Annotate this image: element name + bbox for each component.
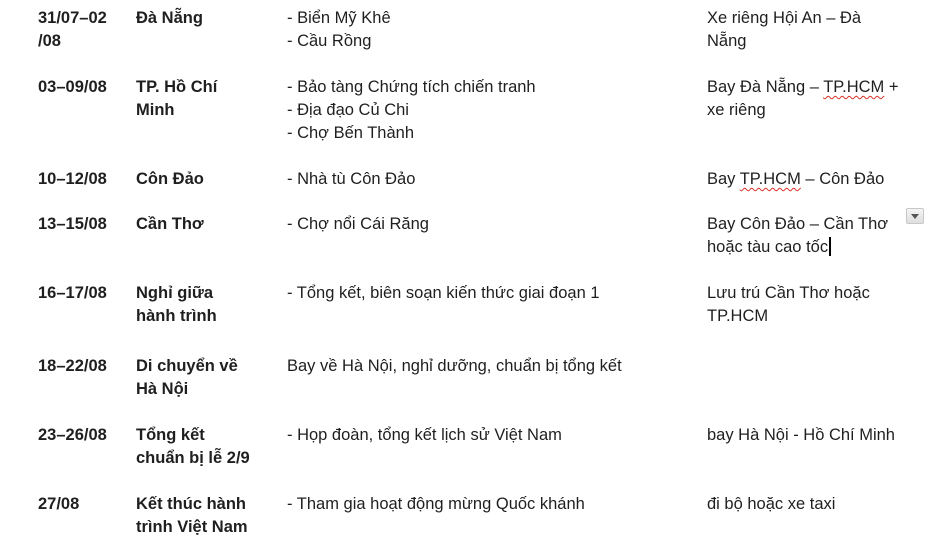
activities-cell[interactable]: - Tổng kết, biên soạn kiến thức giai đoạn 1 [287,284,600,302]
date-cell[interactable]: 27/08 [38,495,80,513]
transport-cell[interactable]: Bay Đà Nẵng – TP.HCM + xe riêng [707,78,899,119]
transport-cell[interactable]: bay Hà Nội - Hồ Chí Minh [707,426,895,444]
place-cell[interactable]: Tổng kết chuẩn bị lễ 2/9 [136,426,250,467]
transport-cell[interactable]: đi bộ hoặc xe taxi [707,495,836,513]
place-cell[interactable]: Kết thúc hành trình Việt Nam [136,495,248,536]
activities-cell[interactable]: - Tham gia hoạt động mừng Quốc khánh [287,495,585,513]
transport-cell[interactable]: Bay Côn Đảo – Cần Thơ hoặc tàu cao tốc [707,215,889,256]
place-cell[interactable]: Côn Đảo [136,170,204,188]
activities-cell[interactable]: Bay về Hà Nội, nghỉ dưỡng, chuẩn bị tổng kết [287,357,622,375]
date-cell[interactable]: 10–12/08 [38,170,107,188]
place-cell[interactable]: Nghỉ giữa hành trình [136,284,217,325]
date-cell[interactable]: 23–26/08 [38,426,107,444]
date-cell[interactable]: 18–22/08 [38,357,107,375]
date-cell[interactable]: 13–15/08 [38,215,107,233]
activities-cell[interactable]: - Họp đoàn, tổng kết lịch sử Việt Nam [287,426,562,444]
transport-cell[interactable]: Bay TP.HCM – Côn Đảo [707,170,885,188]
transport-cell[interactable]: Xe riêng Hội An – Đà Nẵng [707,9,862,50]
place-cell[interactable]: TP. Hồ Chí Minh [136,78,218,119]
chevron-down-icon[interactable] [906,208,924,224]
spellcheck-underline[interactable]: TP.HCM [823,78,885,96]
text-cursor [829,237,831,256]
date-cell[interactable]: 03–09/08 [38,78,107,96]
place-cell[interactable]: Cần Thơ [136,215,204,233]
date-cell[interactable]: 31/07–02 /08 [38,9,107,50]
activities-cell[interactable]: - Bảo tàng Chứng tích chiến tranh - Địa đạo Củ Chi - Chợ Bến Thành [287,78,536,142]
place-cell[interactable]: Đà Nẵng [136,9,203,27]
spellcheck-underline[interactable]: TP.HCM [739,170,801,188]
place-cell[interactable]: Di chuyển về Hà Nội [136,357,238,398]
activities-cell[interactable]: - Nhà tù Côn Đảo [287,170,416,188]
activities-cell[interactable]: - Biển Mỹ Khê - Cầu Rồng [287,9,391,50]
date-cell[interactable]: 16–17/08 [38,284,107,302]
activities-cell[interactable]: - Chợ nổi Cái Răng [287,215,429,233]
transport-cell[interactable]: Lưu trú Cần Thơ hoặc TP.HCM [707,284,870,325]
